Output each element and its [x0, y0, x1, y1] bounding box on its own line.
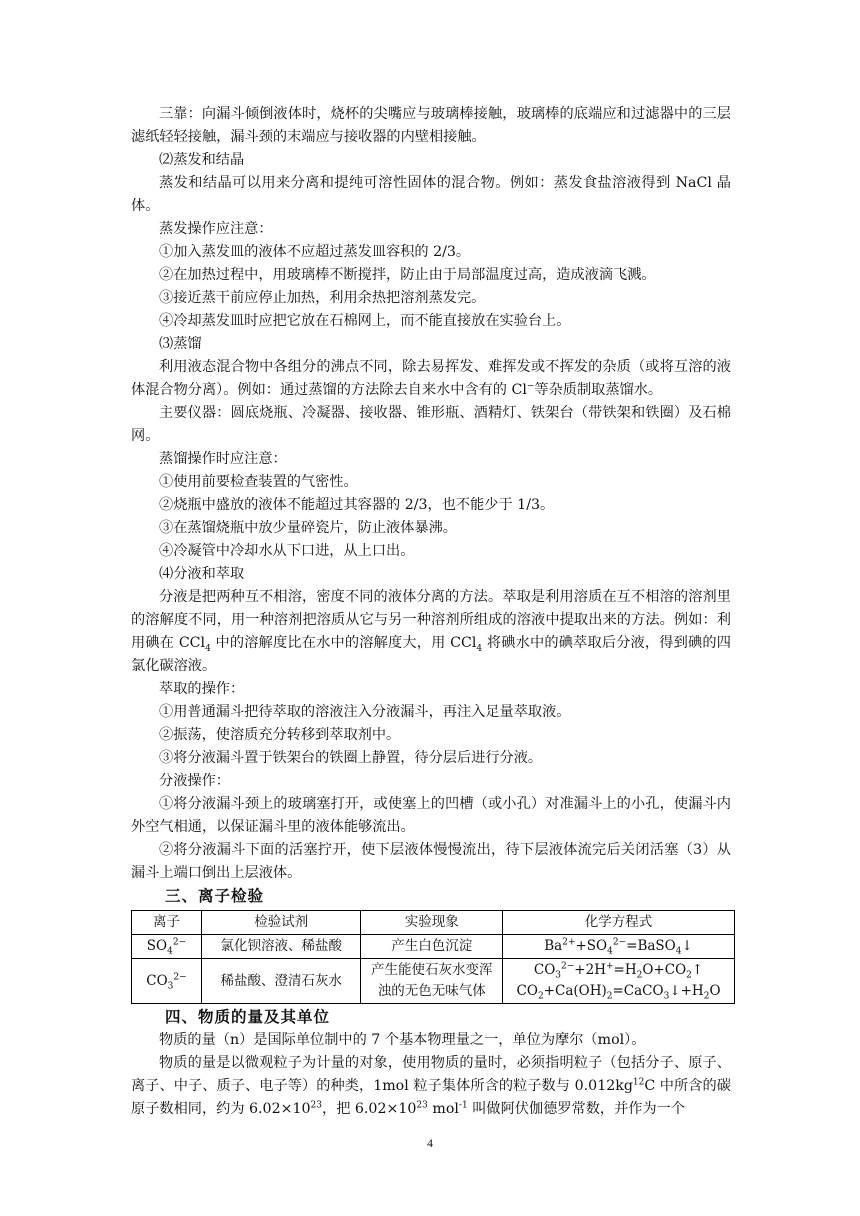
section-heading-amount-of-substance: 四、物质的量及其单位 — [165, 1008, 331, 1026]
list-item: ③接近蒸干前应停止加热，利用余热把溶剂蒸发完。 — [159, 290, 486, 306]
table-row — [132, 935, 735, 959]
list-item: ①用普通漏斗把待萃取的溶液注入分液漏斗，再注入足量萃取液。 — [159, 704, 571, 720]
text-run: mol — [427, 1101, 459, 1117]
list-item: ③在蒸馏烧瓶中放少量碎瓷片，防止液体暴沸。 — [159, 520, 457, 536]
superscript: -1 — [458, 1100, 468, 1111]
text-run: 等杂质制取蒸馏水。 — [534, 382, 663, 398]
superscript: + — [605, 961, 614, 972]
subscript: 2 — [703, 991, 710, 1002]
column-header: 离子 — [132, 911, 202, 935]
paragraph-three-leans: 三靠：向漏斗倾倒液体时，烧杯的尖嘴应与玻璃棒接触，玻璃棒的底端应和过滤器中的三层滤纸轻轻接触，漏斗颈的末端应与接收器的内壁相接触。 — [131, 106, 731, 145]
subheading-extraction: ⑷分液和萃取 — [159, 566, 245, 582]
reagent-cell: 氯化钡溶液、稀盐酸 — [201, 935, 361, 959]
text-run: =BaSO — [626, 938, 676, 954]
list-item: ②振荡，使溶质充分转移到萃取剂中。 — [159, 727, 401, 743]
page-content — [131, 103, 731, 1121]
page-number: 4 — [427, 1136, 433, 1150]
text-run: +SO — [575, 938, 608, 954]
equation-line — [506, 981, 731, 1002]
text-run: O+CO — [642, 962, 687, 978]
subscript: 4 — [476, 643, 483, 654]
superscript: 2+ — [562, 937, 576, 948]
text-run: ↓+H — [669, 983, 704, 999]
list-item: ①使用前要检查装置的气密性。 — [159, 474, 358, 490]
subscript: 3 — [663, 991, 670, 1002]
paragraph-mole-definition: 物质的量（n）是国际单位制中的 7 个基本物理量之一，单位为摩尔（mol）。 — [159, 1032, 646, 1048]
equation-cell — [503, 959, 735, 1004]
text-run: 叫做阿伏伽德罗常数，并作为一个 — [467, 1101, 686, 1117]
ion-test-table — [131, 910, 735, 1004]
text-run: C 中所含的碳原子数相同，约为 6.02×10 — [131, 1078, 731, 1117]
text-run: CO — [146, 972, 168, 989]
text-run: =CaCO — [612, 983, 664, 999]
text-run: +2H — [574, 962, 606, 978]
text-run: 物质的量是以微观粒子为计量的对象，使用物质的量时，必须指明粒子（包括分子、原子、离子、中子、质子、电子等）的种类，1mol 粒子集体所含的粒子数与 0.012kg — [131, 1055, 731, 1094]
column-header: 检验试剂 — [201, 911, 361, 935]
list-item: ①将分液漏斗颈上的玻璃塞打开，或使塞上的凹槽（或小孔）对准漏斗上的小孔，使漏斗内外空气相通，以保证漏斗里的液体能够流出。 — [131, 796, 731, 835]
list-item: ②将分液漏斗下面的活塞拧开，使下层液体慢慢流出，待下层液体流完后关闭活塞（3）从漏斗上端口倒出上层液体。 — [131, 842, 731, 881]
phenomenon-cell: 产生能使石灰水变浑浊的无色无味气体 — [361, 959, 503, 1004]
text-run: 分液是把两种互不相溶，密度不同的液体分离的方法。萃取是利用溶质在互不相溶的溶剂里的溶解度不同，用一种溶剂把溶质从它与另一种溶剂所组成的溶液中提取出来的方法。例如：利用碘在 CCl — [131, 589, 731, 651]
list-item: ②烧瓶中盛放的液体不能超过其容器的 2/3，也不能少于 1/3。 — [159, 497, 555, 513]
phenomenon-cell: 产生白色沉淀 — [361, 935, 503, 959]
column-header: 实验现象 — [361, 911, 503, 935]
subscript: 3 — [555, 970, 562, 981]
paragraph-extraction-steps: 萃取的操作： — [159, 681, 245, 697]
subscript: 4 — [167, 946, 173, 957]
paragraph-extraction-intro — [131, 586, 731, 678]
text-run: CO — [533, 962, 556, 978]
superscript: 23 — [310, 1100, 322, 1111]
superscript: 2− — [173, 972, 187, 982]
text-run: CO — [516, 983, 538, 999]
paragraph-distillation-intro — [131, 356, 731, 402]
superscript: 2− — [172, 937, 187, 948]
ion-cell — [132, 935, 202, 959]
text-run: 中的溶解度比在水中的溶解度大，用 CCl — [210, 635, 477, 651]
text-run: Ba — [544, 938, 563, 954]
text-run: ，把 6.02×10 — [322, 1101, 417, 1117]
paragraph-separation-steps: 分液操作： — [159, 773, 230, 789]
paragraph-avogadro — [131, 1052, 731, 1121]
superscript: 2− — [561, 961, 575, 972]
text-run: 将碘水中的碘萃取后分液，得到碘的四氯化碳溶液。 — [131, 635, 731, 674]
subscript: 4 — [675, 946, 682, 957]
superscript: − — [526, 381, 535, 392]
subscript: 4 — [607, 946, 613, 957]
text-run: SO — [146, 938, 168, 954]
text-run: O — [709, 983, 721, 999]
subscript: 2 — [537, 991, 544, 1002]
reagent-cell: 稀盐酸、澄清石灰水 — [201, 959, 361, 1004]
equation-line — [506, 960, 731, 981]
superscript: 12 — [632, 1077, 645, 1088]
paragraph-evaporation-notes: 蒸发操作应注意： — [159, 221, 273, 237]
section-heading-ion-test: 三、离子检验 — [165, 887, 265, 905]
subheading-evaporation: ⑵蒸发和结晶 — [159, 152, 245, 168]
text-run: =H — [613, 962, 637, 978]
list-item: ③将分液漏斗置于铁架台的铁圈上静置，待分层后进行分液。 — [159, 750, 543, 766]
table-header-row — [132, 911, 735, 935]
text-run: +Ca(OH) — [543, 983, 607, 999]
list-item: ④冷却蒸发皿时应把它放在石棉网上，而不能直接放在实验台上。 — [159, 313, 571, 329]
subscript: 4 — [205, 643, 211, 654]
list-item: ①加入蒸发皿的液体不应超过蒸发皿容积的 2/3。 — [159, 244, 471, 260]
list-item: ④冷凝管中冷却水从下口进，从上口出。 — [159, 543, 415, 559]
paragraph-distillation-notes: 蒸馏操作时应注意： — [159, 451, 287, 467]
superscript: 2− — [612, 937, 627, 948]
table-row — [132, 959, 735, 1004]
column-header: 化学方程式 — [503, 911, 735, 935]
subscript: 2 — [606, 991, 613, 1002]
equation-cell — [503, 935, 735, 959]
paragraph-distillation-apparatus: 主要仪器：圆底烧瓶、冷凝器、接收器、锥形瓶、酒精灯、铁架台（带铁架和铁圈）及石棉网。 — [131, 405, 731, 444]
subheading-distillation: ⑶蒸馏 — [159, 336, 202, 352]
subscript: 2 — [636, 970, 643, 981]
text-run: 利用液态混合物中各组分的沸点不同，除去易挥发、难挥发或不挥发的杂质（或将互溶的液体混合物分离）。例如：通过蒸馏的方法除去自来水中含有的 Cl — [131, 359, 731, 398]
superscript: 23 — [416, 1100, 428, 1111]
text-run: ↑ — [691, 962, 704, 978]
subscript: 2 — [686, 970, 692, 981]
text-run: ↓ — [681, 938, 693, 954]
paragraph-evaporation-intro: 蒸发和结晶可以用来分离和提纯可溶性固体的混合物。例如：蒸发食盐溶液得到 NaCl 晶体。 — [131, 175, 731, 214]
subscript: 3 — [167, 981, 174, 992]
ion-cell — [132, 959, 202, 1004]
list-item: ②在加热过程中，用玻璃棒不断搅拌，防止由于局部温度过高，造成液滴飞溅。 — [159, 267, 656, 283]
